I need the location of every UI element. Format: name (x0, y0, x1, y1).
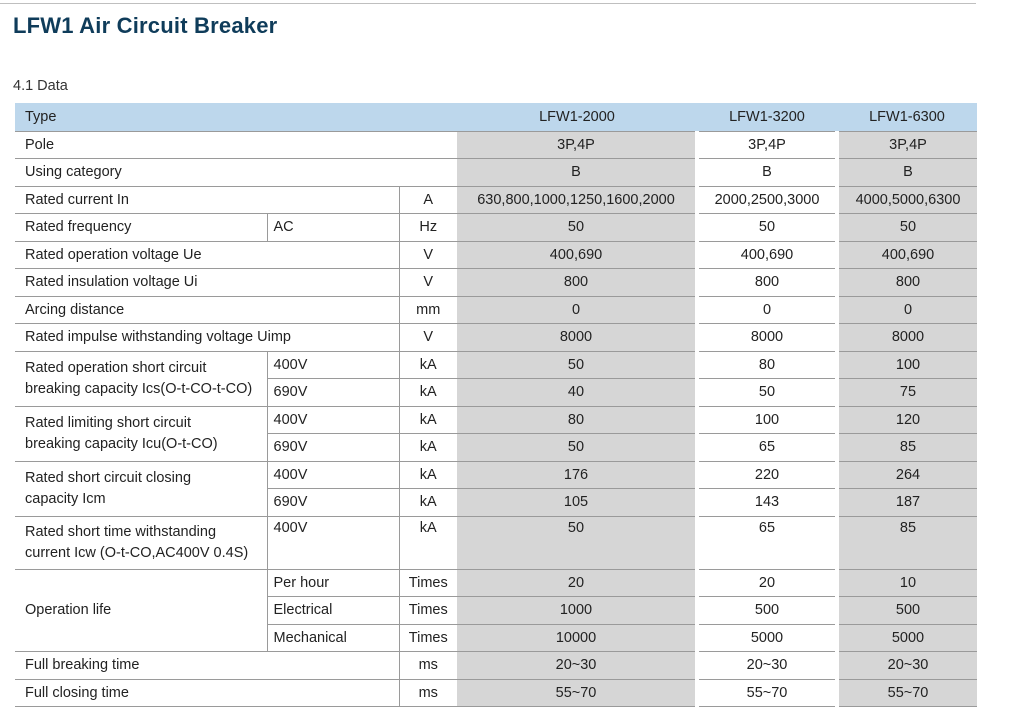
row-label: Using category (15, 159, 457, 187)
table-row (15, 241, 977, 269)
row-unit: V (399, 324, 457, 352)
row-unit: Times (399, 569, 457, 597)
group-label-line: capacity Icm (25, 490, 106, 507)
group-label-line: Rated limiting short circuit (25, 414, 191, 431)
row-sublabel: Electrical (267, 597, 399, 625)
row-sublabel: 400V (267, 351, 399, 379)
value-cell: 75 (837, 379, 977, 407)
row-sublabel: 400V (267, 516, 399, 569)
value-cell: 10000 (457, 624, 697, 652)
row-label: Rated operation voltage Ue (15, 241, 399, 269)
value-cell: 100 (837, 351, 977, 379)
table-row (15, 569, 977, 597)
value-cell: 2000,2500,3000 (697, 186, 837, 214)
group-label-line: Rated short circuit closing (25, 469, 192, 486)
value-cell: 50 (457, 214, 697, 242)
value-cell: 0 (697, 296, 837, 324)
value-cell: 500 (837, 597, 977, 625)
row-unit: kA (399, 516, 457, 569)
row-unit: V (399, 269, 457, 297)
value-cell: 800 (837, 269, 977, 297)
header-model-2000: LFW1-2000 (457, 103, 697, 131)
value-cell: 85 (837, 434, 977, 462)
table-row (15, 296, 977, 324)
value-cell: 20 (457, 569, 697, 597)
table-row (15, 131, 977, 159)
value-cell: 55~70 (697, 679, 837, 707)
value-cell: 264 (837, 461, 977, 489)
value-cell: 20~30 (697, 652, 837, 680)
row-sublabel: 690V (267, 379, 399, 407)
table-row (15, 214, 977, 242)
value-cell: 800 (457, 269, 697, 297)
row-unit: kA (399, 434, 457, 462)
group-label (15, 569, 267, 652)
row-unit: ms (399, 652, 457, 680)
row-unit: Hz (399, 214, 457, 242)
value-cell: 20~30 (457, 652, 697, 680)
value-cell: 50 (837, 214, 977, 242)
group-label-line: Rated short time withstanding (25, 523, 217, 540)
section-heading: 4.1 Data (13, 78, 68, 94)
value-cell: 65 (697, 516, 837, 569)
top-divider (0, 3, 976, 4)
value-cell: 50 (697, 214, 837, 242)
spec-table-body (15, 103, 977, 707)
row-label: Full breaking time (15, 652, 399, 680)
row-unit: V (399, 241, 457, 269)
value-cell: 85 (837, 516, 977, 569)
row-label: Rated insulation voltage Ui (15, 269, 399, 297)
value-cell: 400,690 (697, 241, 837, 269)
header-type-label: Type (15, 103, 457, 131)
table-row (15, 351, 977, 379)
value-cell: 500 (697, 597, 837, 625)
value-cell: 3P,4P (457, 131, 697, 159)
row-unit: kA (399, 489, 457, 517)
spec-table (15, 103, 977, 707)
value-cell: 0 (457, 296, 697, 324)
value-cell: 100 (697, 406, 837, 434)
value-cell: 20 (697, 569, 837, 597)
row-label: Rated current In (15, 186, 399, 214)
value-cell: 8000 (837, 324, 977, 352)
value-cell: 105 (457, 489, 697, 517)
value-cell: 50 (457, 434, 697, 462)
row-unit: kA (399, 379, 457, 407)
table-row (15, 461, 977, 489)
header-model-6300: LFW1-6300 (837, 103, 977, 131)
value-cell: 0 (837, 296, 977, 324)
header-model-3200: LFW1-3200 (697, 103, 837, 131)
value-cell: 50 (697, 379, 837, 407)
group-label (15, 406, 267, 461)
value-cell: 80 (697, 351, 837, 379)
value-cell: 55~70 (457, 679, 697, 707)
value-cell: 5000 (697, 624, 837, 652)
value-cell: 55~70 (837, 679, 977, 707)
table-row (15, 516, 977, 569)
page-title: LFW1 Air Circuit Breaker (13, 13, 278, 38)
value-cell: 400,690 (457, 241, 697, 269)
value-cell: 220 (697, 461, 837, 489)
row-sublabel: 690V (267, 489, 399, 517)
row-unit: Times (399, 597, 457, 625)
row-label: Full closing time (15, 679, 399, 707)
value-cell: B (837, 159, 977, 187)
value-cell: 10 (837, 569, 977, 597)
row-sublabel: Per hour (267, 569, 399, 597)
row-label: Pole (15, 131, 457, 159)
group-label-line: Rated operation short circuit (25, 359, 207, 376)
value-cell: 176 (457, 461, 697, 489)
value-cell: 187 (837, 489, 977, 517)
value-cell: 630,800,1000,1250,1600,2000 (457, 186, 697, 214)
row-sublabel: 400V (267, 406, 399, 434)
row-label: Arcing distance (15, 296, 399, 324)
value-cell: 120 (837, 406, 977, 434)
row-sublabel: AC (267, 214, 399, 242)
row-unit: kA (399, 461, 457, 489)
value-cell: B (457, 159, 697, 187)
value-cell: 400,690 (837, 241, 977, 269)
value-cell: 4000,5000,6300 (837, 186, 977, 214)
value-cell: 20~30 (837, 652, 977, 680)
value-cell: 5000 (837, 624, 977, 652)
row-unit: kA (399, 406, 457, 434)
value-cell: 80 (457, 406, 697, 434)
table-row (15, 679, 977, 707)
row-unit: A (399, 186, 457, 214)
row-unit: kA (399, 351, 457, 379)
group-label-line: Operation life (25, 601, 112, 618)
value-cell: 8000 (697, 324, 837, 352)
table-row (15, 269, 977, 297)
group-label (15, 516, 267, 569)
value-cell: 65 (697, 434, 837, 462)
value-cell: 50 (457, 516, 697, 569)
table-row (15, 652, 977, 680)
group-label (15, 351, 267, 406)
value-cell: 1000 (457, 597, 697, 625)
table-row (15, 324, 977, 352)
row-label: Rated frequency (15, 214, 267, 242)
row-unit: Times (399, 624, 457, 652)
table-row (15, 406, 977, 434)
row-unit: ms (399, 679, 457, 707)
value-cell: 40 (457, 379, 697, 407)
value-cell: B (697, 159, 837, 187)
row-sublabel: Mechanical (267, 624, 399, 652)
group-label-line: current Icw (O-t-CO,AC400V 0.4S) (25, 544, 249, 561)
row-label: Rated impulse withstanding voltage Uimp (15, 324, 399, 352)
row-sublabel: 690V (267, 434, 399, 462)
header-row (15, 103, 977, 131)
value-cell: 3P,4P (837, 131, 977, 159)
group-label-line: breaking capacity Ics(O-t-CO-t-CO) (25, 380, 253, 397)
value-cell: 8000 (457, 324, 697, 352)
value-cell: 143 (697, 489, 837, 517)
value-cell: 800 (697, 269, 837, 297)
value-cell: 3P,4P (697, 131, 837, 159)
group-label-line: breaking capacity Icu(O-t-CO) (25, 435, 218, 452)
row-unit: mm (399, 296, 457, 324)
value-cell: 50 (457, 351, 697, 379)
group-label (15, 461, 267, 516)
table-row (15, 159, 977, 187)
table-row (15, 186, 977, 214)
row-sublabel: 400V (267, 461, 399, 489)
